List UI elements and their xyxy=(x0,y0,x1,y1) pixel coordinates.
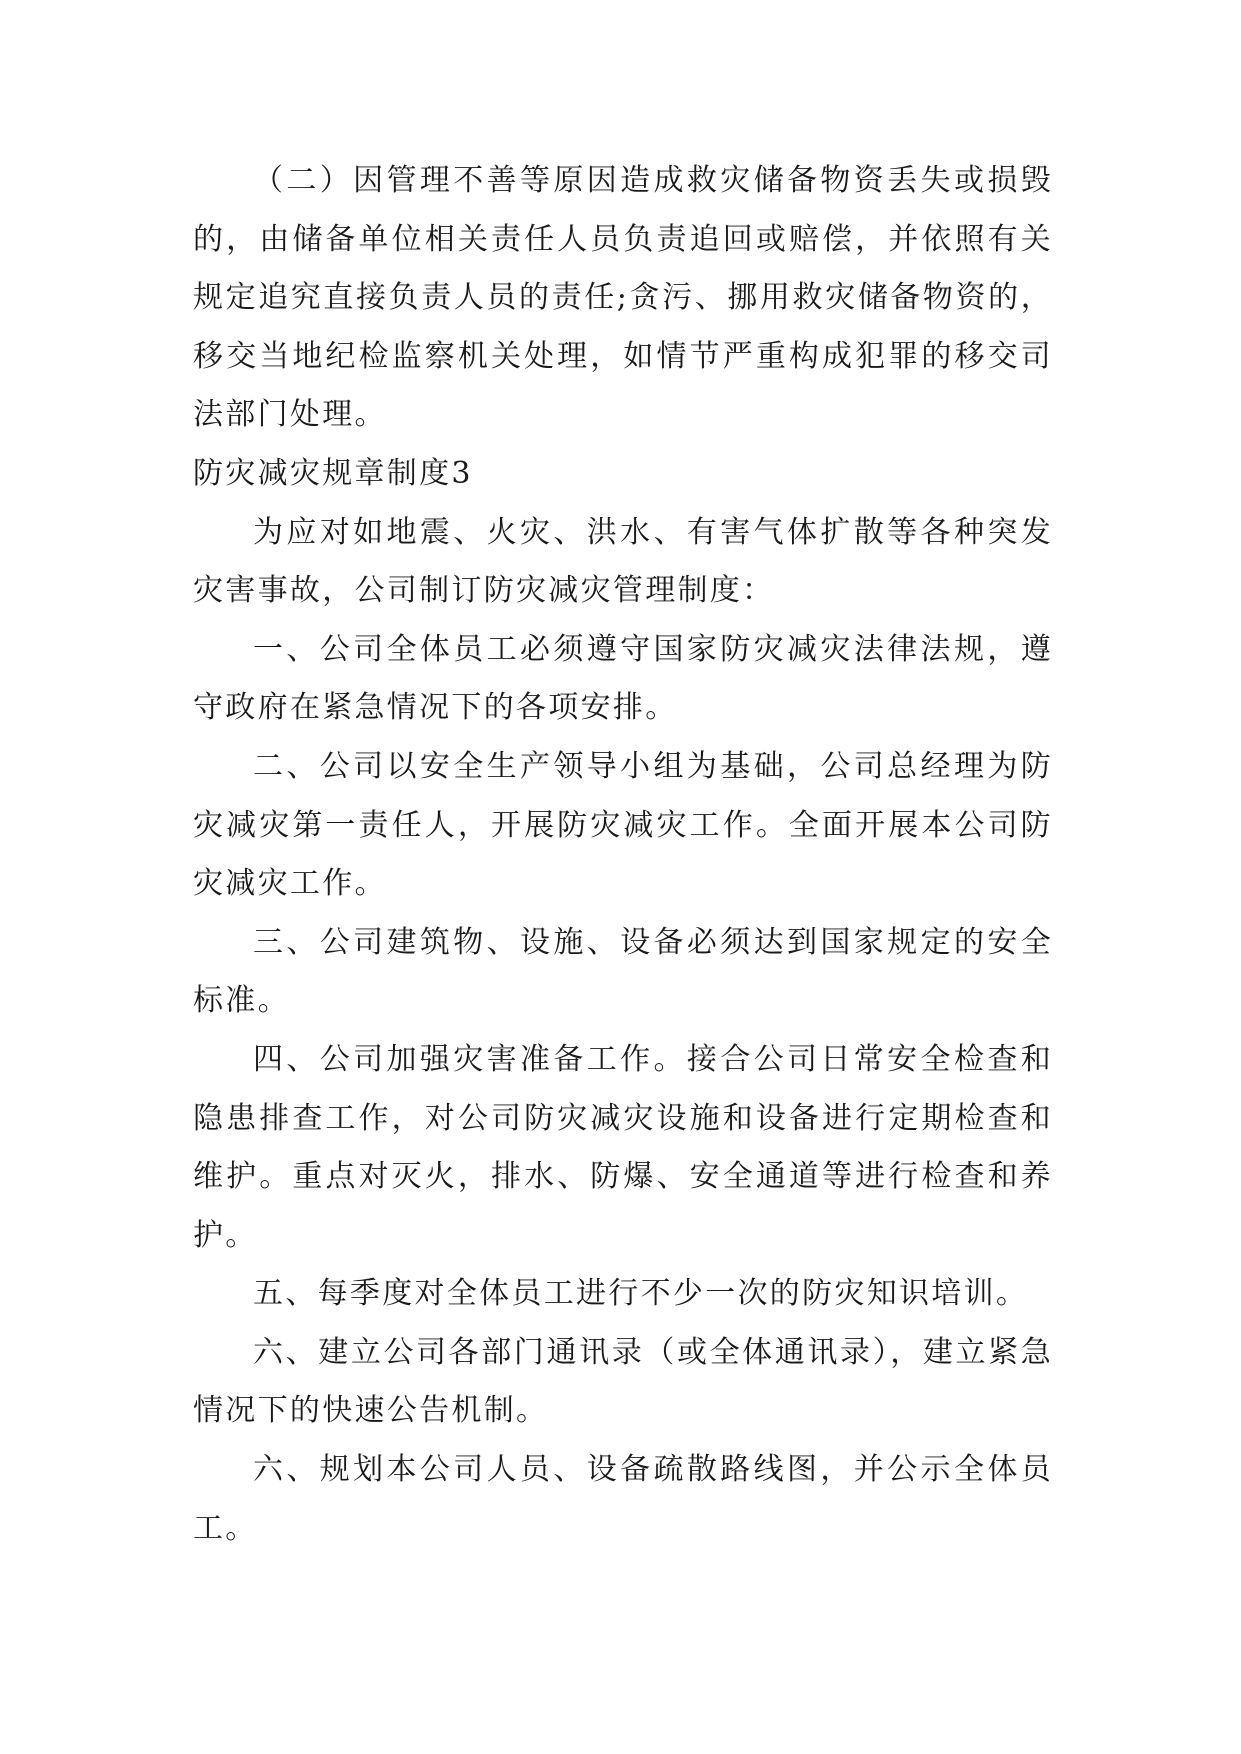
paragraph-rule-1: 一、公司全体员工必须遵守国家防灾减灾法律法规，遵守政府在紧急情况下的各项安排。 xyxy=(193,631,1053,726)
document-body xyxy=(193,152,1053,1558)
paragraph-rule-4: 四、公司加强灾害准备工作。接合公司日常安全检查和隐患排查工作，对公司防灾减灾设施和设备进行定期检查和维护。重点对灭火，排水、防爆、安全通道等进行检查和养护。 xyxy=(193,1041,1053,1253)
paragraph-rule-3: 三、公司建筑物、设施、设备必须达到国家规定的安全标准。 xyxy=(193,924,1053,1019)
paragraph-intro: 为应对如地震、火灾、洪水、有害气体扩散等各种突发灾害事故，公司制订防灾减灾管理制度： xyxy=(193,514,1053,609)
paragraph-rule-5: 五、每季度对全体员工进行不少一次的防灾知识培训。 xyxy=(253,1276,1029,1312)
paragraph-rule-6b: 六、规划本公司人员、设备疏散路线图，并公示全体员工。 xyxy=(193,1452,1053,1546)
section-heading: 防灾减灾规章制度3 xyxy=(193,455,473,491)
paragraph-storage-loss-liability: （二）因管理不善等原因造成救灾储备物资丢失或损毁的，由储备单位相关责任人员负责追回或赔偿，并依照有关规定追究直接负责人员的责任;贪污、挪用救灾储备物资的，移交当地纪检监察机关处理，如情节严重构成犯罪的移交司法部门处理。 xyxy=(193,163,1053,433)
paragraph-rule-6a: 六、建立公司各部门通讯录（或全体通讯录），建立紧急情况下的快速公告机制。 xyxy=(193,1334,1053,1429)
paragraph-rule-2: 二、公司以安全生产领导小组为基础，公司总经理为防灾减灾第一责任人，开展防灾减灾工作。全面开展本公司防灾减灾工作。 xyxy=(193,748,1053,902)
